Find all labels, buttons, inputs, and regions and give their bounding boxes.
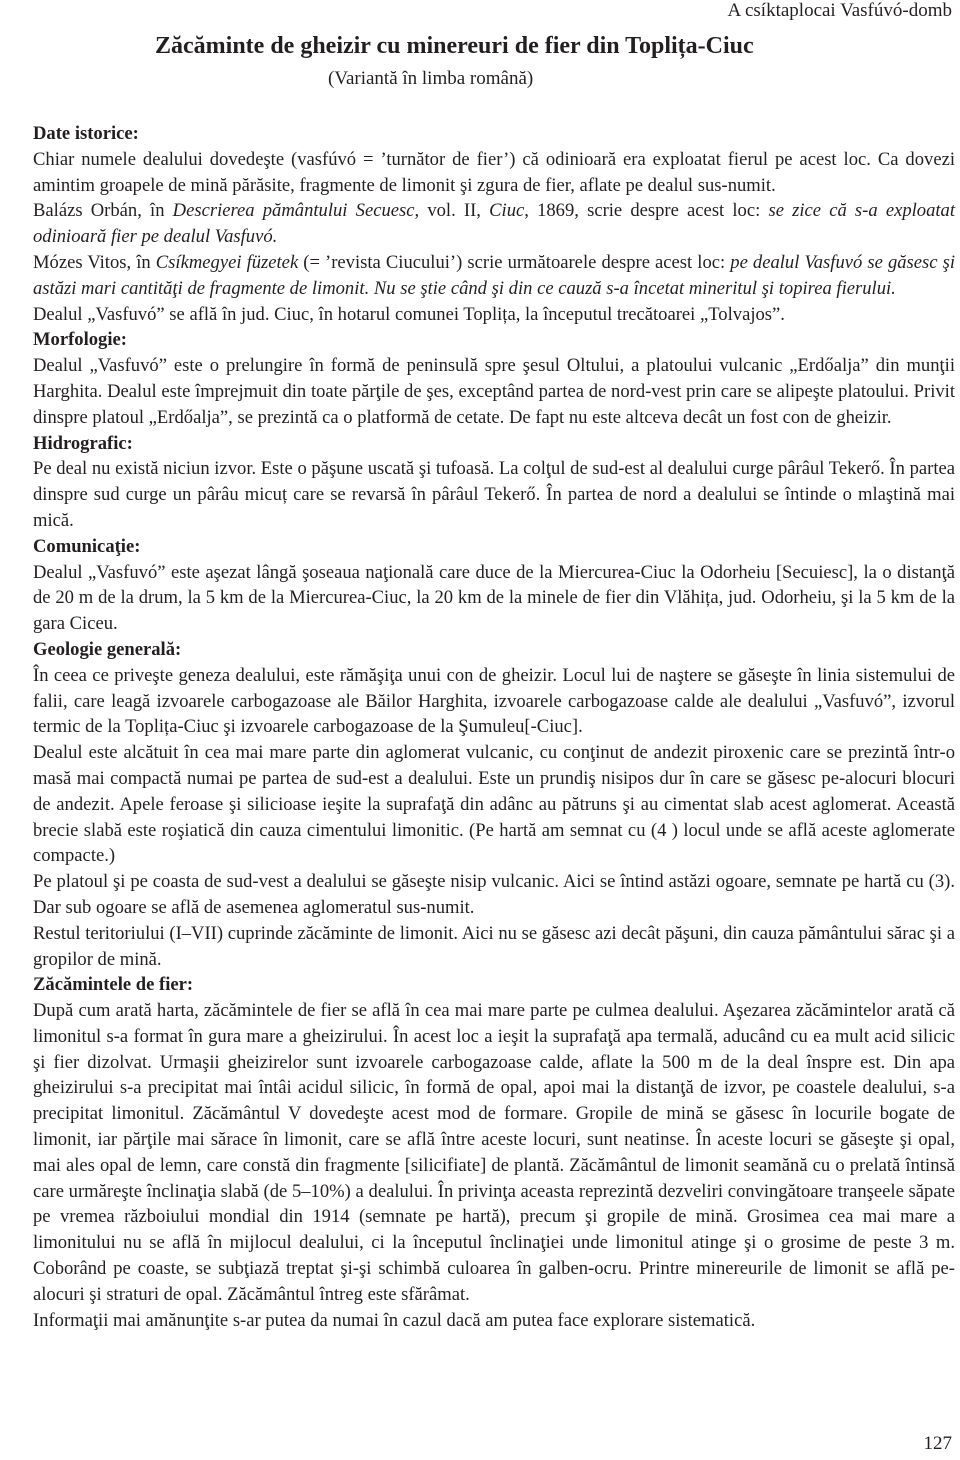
section-heading-iron: Zăcămintele de fier:: [33, 974, 194, 996]
section-heading-communication: Comunicaţie:: [33, 535, 141, 557]
article-title: Zăcăminte de gheizir cu minereuri de fier din Toplița-Ciuc: [155, 33, 754, 59]
section-heading-geology: Geologie generală:: [33, 638, 182, 660]
section-heading-hydrography: Hidrografic:: [33, 432, 133, 454]
paragraph: Dealul „Vasfuvó” este aşezat lângă şoseaua naţională care duce de la Miercurea-Ciuc la Odorheiu [Secuiesc], la o distanţă de 20 m de la drum, la 5 km de la Miercurea-Ciuc, la 20 km de la minele de fier din Vlăhița, jud. Odorheiu, şi la 5 km de la gara Ciceu.: [33, 561, 955, 635]
paragraph: [33, 250, 955, 302]
section-heading-morphology: Morfologie:: [33, 329, 127, 351]
text-run: Mózes Vitos, în: [33, 251, 156, 273]
italic-quote: pe dealul Vasfuvó se găsesc şi astăzi mari cantităţi de fragmente de limonit. Nu se ştie când şi din ce cauză s-a încetat mineritul şi topirea fierului.: [33, 251, 956, 299]
paragraph: Pe deal nu există niciun izvor. Este o păşune uscată şi tufoasă. La colţul de sud-est al dealului curge pârâul Tekerő. În partea dinspre sud curge un pârâu micuț care se revarsă în pârâul Tekerő. În partea de nord a dealului se întinde o mlaştină mai mică.: [33, 458, 955, 531]
text-run: , 1869, scrie despre acest loc:: [524, 200, 769, 222]
paragraph: Chiar numele dealului dovedeşte (vasfúvó = ’turnător de fier’) că odinioară era exploatat fierul pe acest loc. Ca dovezi amintim groapele de mină părăsite, fragmente de limonit şi zgura de fier, aflate pe dealul sus-numit.: [33, 148, 955, 196]
paragraph: Informaţii mai amănunţite s-ar putea da numai în cazul dacă am putea face explorare sistematică.: [33, 1309, 756, 1331]
paragraph: În ceea ce priveşte geneza dealului, este rămăşiţa unui con de gheizir. Locul lui de naştere se găseşte în linia sistemului de falii, care leagă izvoarele carbogazoase ale Băilor Harghita, izvoarele carbogazoase calde ale dealului „Vasfuvó”, izvorul termic de la Toplița-Ciuc şi izvoarele carbogazoase de la Şumuleu[-Ciuc].: [33, 664, 955, 738]
paragraph: Restul teritoriului (I–VII) cuprinde zăcăminte de limonit. Aici nu se găsesc azi decât păşuni, din cauza pământului sărac şi a gropilor de mină.: [33, 922, 955, 970]
text-run: Balázs Orbán, în: [33, 200, 173, 222]
article-subtitle: (Variantă în limba română): [328, 68, 534, 89]
text-run: , vol. II,: [414, 200, 490, 222]
paragraph: După cum arată harta, zăcămintele de fier se află în cea mai mare parte pe culmea dealului. Aşezarea zăcămintelor arată că limonitul s-a format în gura mare a gheizirului. În acest loc a ieşit la suprafaţă apa termală, aducând cu ea mult acid silicic şi fier dizolvat. Urmaşii gheizirelor sunt izvoarele carbogazoase calde, aflate la 500 m de la deal înspre est. Din apa gheizirului s-a precipitat mai întâi acidul silicic, în formă de opal, apoi mai la distanţă de izvor, pe coastele dealului, s-a precipitat limonitul. Zăcământul V dovedeşte acest mod de formare. Gropile de mină se găsesc în locurile bogate de limonit, iar părţile mai sărace în limonit, care se află între aceste locuri, sunt neatinse. În aceste locuri se găseşte şi opal, mai ales opal de lemn, care constă din fragmente [silicifiate] de plantă. Zăcământul de limonit seamănă cu o prelată întinsă care urmăreşte înclinaţia slabă (de 5–10%) a dealului. În privinţa aceasta reprezintă dezveliri convingătoare tranşeele săpate pe vremea războiului mondial din 1914 (semnate pe hartă), precum şi gropile de mină. Grosimea cea mai mare a limonitului nu se află în mijlocul dealului, ci la începutul înclinaţiei unde limonitul atinge şi o grosime de peste 3 m. Coborând pe coaste, se subţiază treptat şi-şi schimbă culoarea în galben-ocru. Printre minereurile de limonit se află pe-alocuri şi straturi de opal. Zăcământul întreg este sfărâmat.: [33, 1000, 955, 1305]
section-heading-historic: Date istorice:: [33, 123, 139, 144]
paragraph: Dealul „Vasfuvó” se află în jud. Ciuc, în hotarul comunei Toplița, la începutul trecătoarei „Tolvajos”.: [33, 303, 785, 325]
running-header: A csíktaplocai Vasfúvó-domb: [727, 0, 952, 21]
italic-text-run: Ciuc: [489, 200, 525, 222]
italic-quote: se zice că s-a exploatat odinioară fier pe dealul Vasfuvó.: [33, 200, 956, 248]
paragraph: Pe platoul şi pe coasta de sud-vest a dealului se găseşte nisip vulcanic. Aici se întind astăzi ogoare, semnate pe hartă cu (3). Dar sub ogoare se află de asemenea aglomeratul sus-numit.: [33, 871, 955, 918]
page-number: 127: [923, 1433, 952, 1454]
paragraph: [33, 198, 955, 250]
paragraph: Dealul este alcătuit în cea mai mare parte din aglomerat vulcanic, cu conţinut de andezit piroxenic care se prezintă într-o masă mai compactă numai pe partea de sud-est a dealului. Este un prundiş nisipos dur în care se găsesc pe-alocuri blocuri de andezit. Apele feroase şi silicioase ieşite la suprafaţă din adânc au pătruns şi au cimentat slab acest aglomerat. Această brecie slabă este roşiatică din cauza cimentului limonitic. (Pe hartă am semnat cu (4 ) locul unde se află aceste aglomerate compacte.): [33, 742, 955, 867]
article-body: [33, 121, 955, 1333]
italic-text-run: Csíkmegyei füzetek: [155, 251, 299, 273]
italic-text-run: Descrierea pământului Secuesc: [172, 200, 415, 222]
text-run: (= ’revista Ciucului’) scrie următoarele despre acest loc:: [298, 251, 731, 273]
paragraph: Dealul „Vasfuvó” este o prelungire în formă de peninsulă spre şesul Oltului, a platoului vulcanic „Erdőalja” din munţii Harghita. Dealul este împrejmuit din toate părţile de şes, exceptând partea de nord-vest prin care se alipeşte platoului. Privit dinspre platoul „Erdőalja”, se prezintă ca o platformă de cetate. De fapt nu este altceva decât un fost con de gheizir.: [33, 355, 955, 428]
